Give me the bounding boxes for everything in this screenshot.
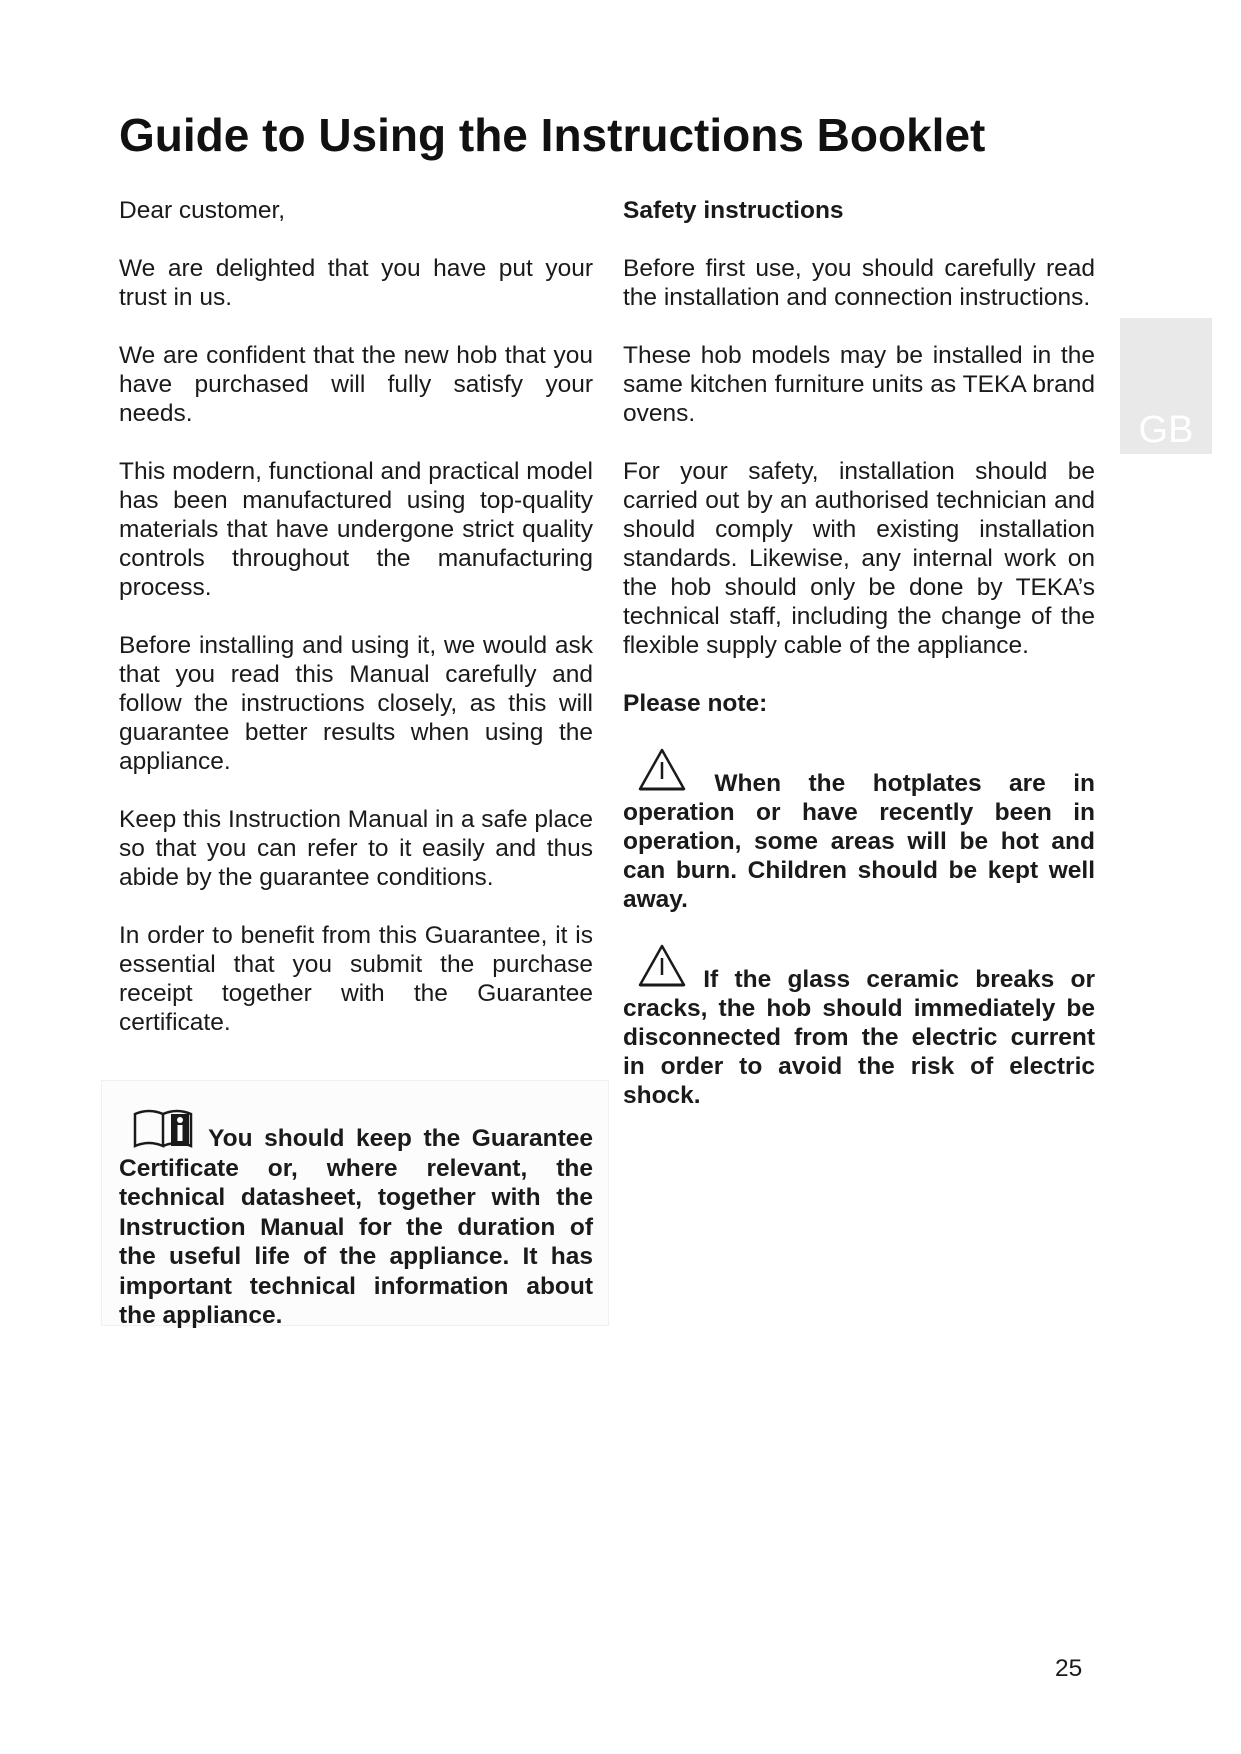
info-note-text: You should keep the Guarantee Certificate or, where relevant, the technical datasheet, together with the Instruction Manual for the duration of the useful life of the appliance. It has important technical information about the appliance. [119, 1125, 593, 1329]
info-note [119, 1106, 593, 1331]
left-column [119, 196, 593, 1066]
warning-triangle-icon [637, 747, 687, 793]
safety-paragraph: For your safety, installation should be carried out by an authorised technician and should comply with existing installation standards. Likewise, any internal work on the hob should only be done by TEKA’s technical staff, including the change of the flexible supply cable of the appliance. [623, 458, 1095, 659]
page-title: Guide to Using the Instructions Booklet [119, 109, 986, 161]
safety-paragraph: These hob models may be installed in the same kitchen furniture units as TEKA brand ovens. [623, 342, 1095, 427]
intro-paragraph: Keep this Instruction Manual in a safe place so that you can refer to it easily and thus abide by the guarantee conditions. [119, 806, 593, 891]
intro-paragraph: We are delighted that you have put your trust in us. [119, 255, 593, 311]
warning-triangle-icon [637, 943, 687, 989]
intro-paragraph: In order to benefit from this Guarantee, it is essential that you submit the purchase receipt together with the Guarantee certificate. [119, 922, 593, 1036]
greeting: Dear customer, [119, 197, 286, 224]
warning-note [623, 943, 1095, 1110]
intro-paragraph: This modern, functional and practical model has been manufactured using top-quality materials that have undergone strict quality controls throughout the manufacturing process. [119, 458, 593, 601]
warning-text: If the glass ceramic breaks or cracks, the hob should immediately be disconnected from the electric current in order to avoid the risk of electric shock. [623, 966, 1095, 1109]
manual-info-icon [133, 1106, 197, 1152]
note-heading: Please note: [623, 690, 768, 717]
language-tab-label: GB [1138, 409, 1194, 451]
warning-note [623, 747, 1095, 914]
page-number: 25 [1055, 1655, 1083, 1682]
right-column [623, 196, 1095, 1139]
safety-paragraph: Before first use, you should carefully read the installation and connection instructions. [623, 255, 1095, 311]
warning-text: When the hotplates are in operation or have recently been in operation, some areas will be hot and can burn. Children should be kept well away. [623, 770, 1095, 913]
intro-paragraph: We are confident that the new hob that you have purchased will fully satisfy your needs. [119, 342, 593, 427]
safety-heading: Safety instructions [623, 197, 844, 224]
intro-paragraph: Before installing and using it, we would ask that you read this Manual carefully and follow the instructions closely, as this will guarantee better results when using the appliance. [119, 632, 593, 775]
